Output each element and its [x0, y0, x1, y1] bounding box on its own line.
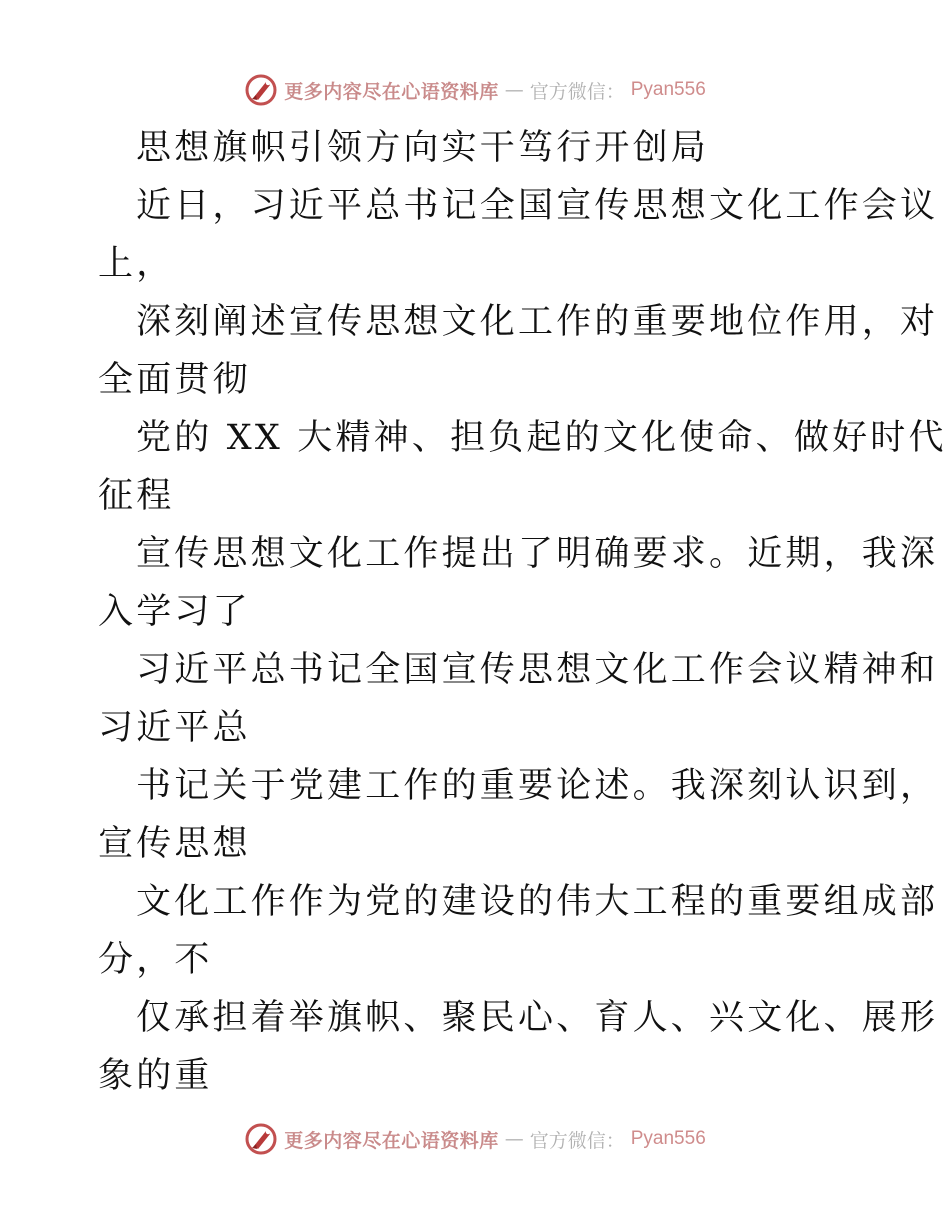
document-title: 思想旗帜引领方向实干笃行开创局 — [136, 128, 710, 168]
body-line: 宣传思想 — [98, 824, 251, 864]
header-banner — [0, 70, 950, 110]
body-line: 征程 — [98, 476, 175, 516]
body-line: 书记关于党建工作的重要论述。我深刻认识到， — [136, 766, 939, 806]
footer-banner-inner — [244, 1122, 706, 1156]
body-line: 近日，习近平总书记全国宣传思想文化工作会议 — [136, 186, 939, 226]
header-wechat-label: 官方微信： — [529, 80, 625, 103]
brand-logo-icon — [244, 1122, 278, 1156]
body-line: 仅承担着举旗帜、聚民心、育人、兴文化、展形 — [136, 998, 939, 1038]
body-line: 分，不 — [98, 940, 213, 980]
footer-wechat-id: Pyan556 — [630, 1128, 706, 1149]
footer-wechat-label: 官方微信： — [529, 1129, 625, 1152]
header-brand-text: 更多内容尽在心语资料库 — [284, 80, 499, 103]
body-line: 宣传思想文化工作提出了明确要求。近期，我深 — [136, 534, 939, 574]
body-line: 上， — [98, 244, 175, 284]
body-line: 象的重 — [98, 1056, 213, 1096]
brand-logo-icon — [244, 73, 278, 107]
body-line: 党的 XX 大精神、担负起的文化使命、做好时代 — [136, 418, 947, 458]
body-line: 深刻阐述宣传思想文化工作的重要地位作用，对 — [136, 302, 939, 342]
body-line: 全面贯彻 — [98, 360, 251, 400]
header-dash: — — [504, 79, 524, 101]
header-wechat-id: Pyan556 — [630, 79, 706, 100]
body-line: 习近平总书记全国宣传思想文化工作会议精神和 — [136, 650, 939, 690]
body-line: 习近平总 — [98, 708, 251, 748]
body-line: 文化工作作为党的建设的伟大工程的重要组成部 — [136, 882, 939, 922]
header-banner-inner — [244, 73, 706, 107]
footer-brand-text: 更多内容尽在心语资料库 — [284, 1129, 499, 1152]
footer-dash: — — [504, 1128, 524, 1150]
body-line: 入学习了 — [98, 592, 251, 632]
footer-banner — [0, 1119, 950, 1159]
